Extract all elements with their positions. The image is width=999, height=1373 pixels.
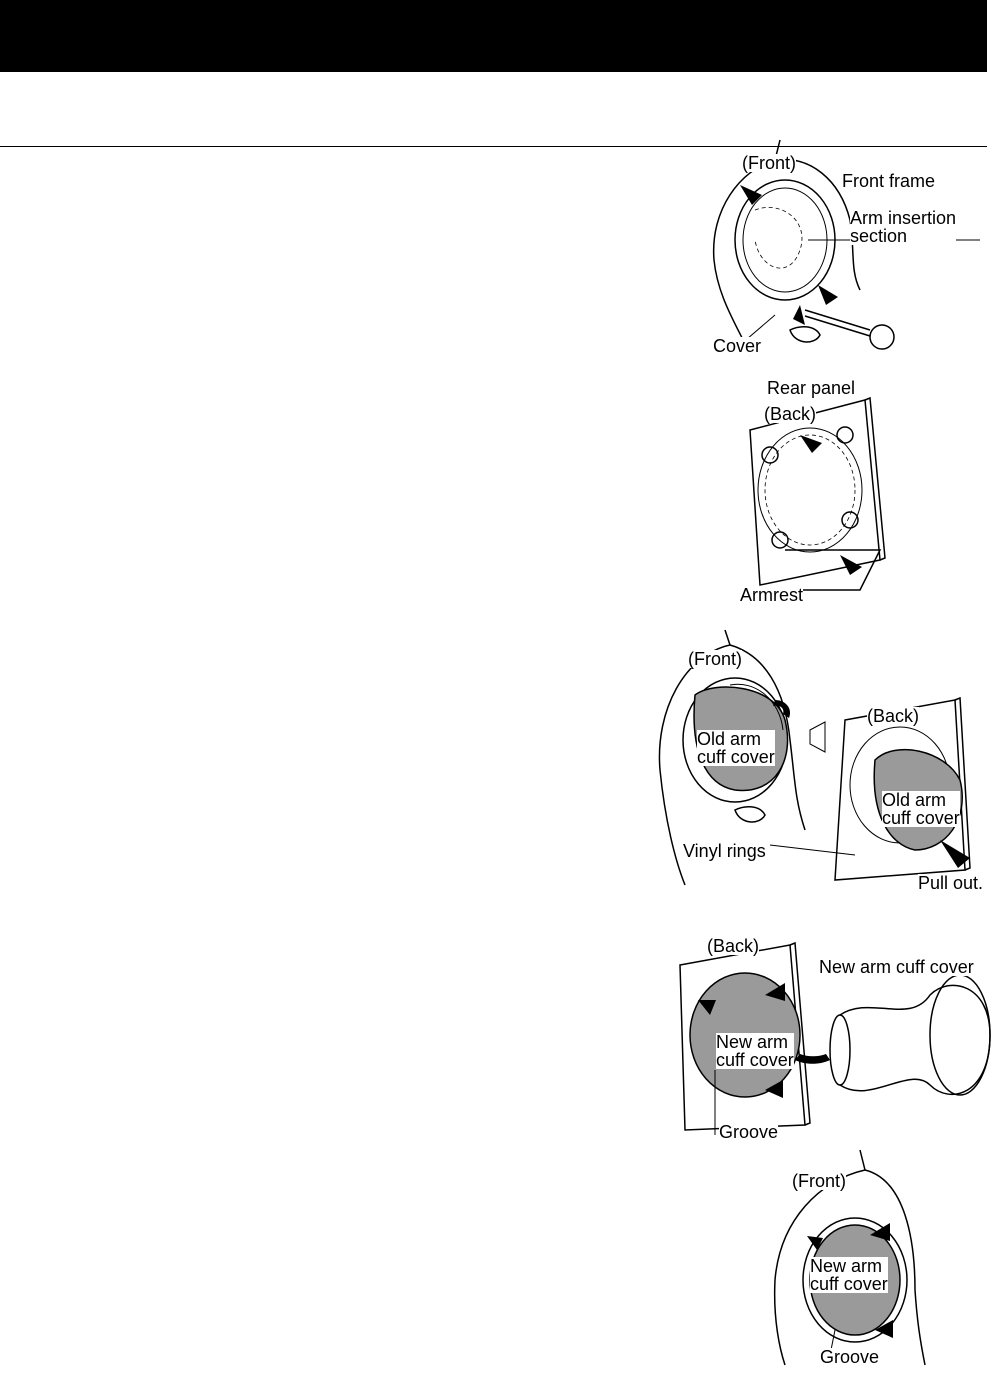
label-back: (Back) xyxy=(764,404,817,424)
label-arm-insertion-section: Arm insertion section xyxy=(850,208,957,246)
label-vinyl-rings: Vinyl rings xyxy=(683,841,766,861)
label-front-frame: Front frame xyxy=(842,171,936,191)
label-front-5: (Front) xyxy=(792,1171,846,1191)
label-old-cover-back: Old arm cuff cover xyxy=(882,790,960,828)
label-groove-5: Groove xyxy=(820,1347,880,1367)
label-pull-out: Pull out. xyxy=(918,873,984,893)
label-new-cover-inner: New arm cuff cover xyxy=(716,1032,794,1070)
label-rear-panel: Rear panel xyxy=(767,378,856,398)
header-bar xyxy=(0,0,987,72)
label-armrest: Armrest xyxy=(740,585,803,605)
label-cover: Cover xyxy=(713,336,762,356)
label-old-cover-front: Old arm cuff cover xyxy=(697,729,775,767)
label-front-3: (Front) xyxy=(688,649,742,669)
label-new-cover-top: New arm cuff cover xyxy=(819,957,974,977)
label-groove-4: Groove xyxy=(719,1122,779,1142)
label-back-3: (Back) xyxy=(867,706,920,726)
label-front: (Front) xyxy=(742,153,796,173)
label-back-4: (Back) xyxy=(707,936,760,956)
label-new-cover-inner-5: New arm cuff cover xyxy=(810,1256,888,1294)
